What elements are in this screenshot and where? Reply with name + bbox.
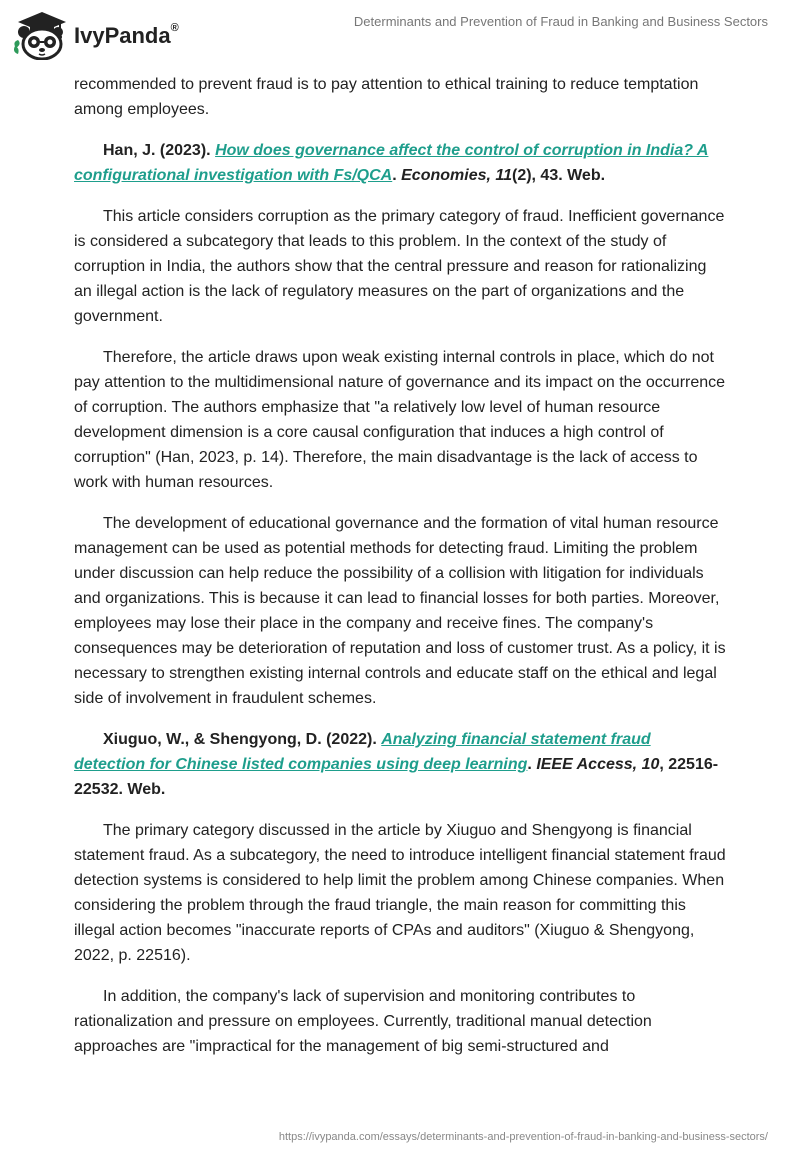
paragraph: Therefore, the article draws upon weak existing internal controls in place, which do not pay attention to the multidimensional nature of governance and its impact on the occurrence of corruption. The authors emphasize that "a relatively low level of human resource development dimension is a core causal configuration that induces a high control of corruption" (Han, 2023, p. 14). Therefore, the main disadvantage is the lack of access to work with human resources. [74,349,726,491]
ivypanda-logo[interactable] [12,8,179,60]
paragraph: The primary category discussed in the article by Xiuguo and Shengyong is financial statement fraud. As a subcategory, the need to introduce intelligent financial statement fraud detection systems is considered to help limit the problem among Chinese companies. When considering the problem through the fraud triangle, the main reason for committing this illegal action becomes "inaccurate reports of CPAs and auditors" (Xiuguo & Shengyong, 2022, p. 22516). [74,822,726,964]
reference-journal: IEEE Access, 10 [536,756,660,773]
essay-body [74,72,726,1075]
reference-xiuguo-2022: Xiuguo, W., & Shengyong, D. (2022). Analyzing financial statement fraud detection for Chinese listed companies using deep learning. IEEE Access, 10, 22516-22532. Web. [74,731,719,798]
reference-details: (2), 43. Web. [511,167,606,184]
paragraph: In addition, the company's lack of supervision and monitoring contributes to rationalization and pressure on employees. Currently, traditional manual detection approaches are "impractical for the management of big semi-structured and [74,988,652,1055]
paragraph: This article considers corruption as the primary category of fraud. Inefficient governance is considered a subcategory that leads to this problem. In the context of the study of corruption in India, the authors show that the central pressure and reason for rationalizing an illegal action is the lack of regulatory measures on the part of organizations and the government. [74,208,725,325]
source-url: https://ivypanda.com/essays/determinants-and-prevention-of-fraud-in-banking-and-business-sectors/ [278,1131,768,1143]
reference-details: , 22516-22532. Web. [74,756,719,798]
reference-authors: Xiuguo, W., & Shengyong, D. (2022). [103,731,377,748]
reference-journal: Economies, 11 [401,167,512,184]
reference-authors: Han, J. (2023). [103,142,211,159]
paragraph: The development of educational governance and the formation of vital human resource management can be used as potential methods for detecting fraud. Limiting the problem under discussion can help reduce the possibility of a collision with litigation for individuals and organizations. This is because it can lead to financial losses for both parties. Moreover, employees may lose their place in the company and receive fines. The company's consequences may be deterioration of reputation and loss of customer trust. As a policy, it is necessary to strengthen existing internal controls and educate staff on the ethical and legal side of involvement in fraudulent schemes. [74,515,726,707]
panda-graduation-icon [12,8,70,60]
reference-han-2023: Han, J. (2023). How does governance affect the control of corruption in India? A configurational investigation with Fs/QCA. Economies, 11(2), 43. Web. [74,142,709,184]
logo-text: IvyPanda® [74,21,179,48]
reference-title-link[interactable]: How does governance affect the control of corruption in India? A configurational investigation with Fs/QCA [74,142,709,184]
document-title: Determinants and Prevention of Fraud in Banking and Business Sectors [353,14,768,29]
reference-title-link[interactable]: Analyzing financial statement fraud detection for Chinese listed companies using deep learning [74,731,651,773]
paragraph-intro: recommended to prevent fraud is to pay attention to ethical training to reduce temptation among employees. [74,76,699,118]
page-header [0,0,800,70]
